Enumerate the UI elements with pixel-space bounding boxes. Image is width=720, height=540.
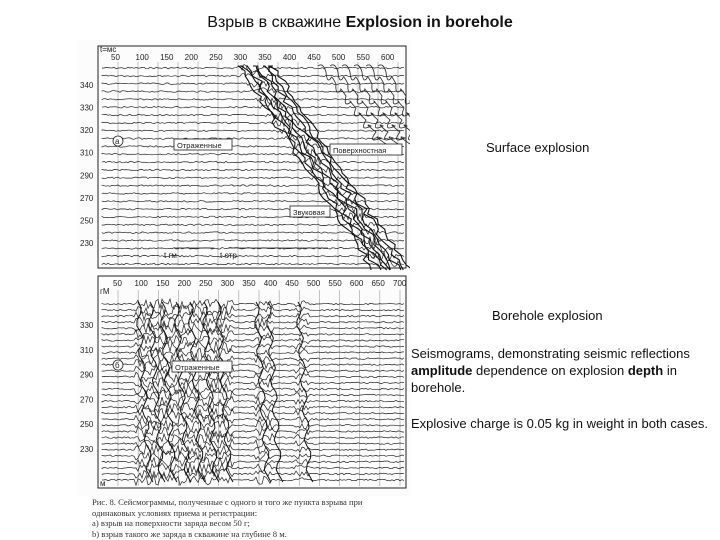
description-part: in borehole. [411, 363, 677, 395]
surface-time-tick: 350 [258, 53, 272, 62]
charge-note: Explosive charge is 0.05 kg in weight in both cases. [411, 416, 709, 431]
seismogram-figure [78, 40, 410, 496]
surface-depth-tick: 230 [80, 239, 94, 248]
title-english: Explosion in borehole [345, 14, 513, 31]
borehole-reflected-label: Отраженные [175, 363, 220, 372]
borehole-time-tick: 300 [220, 279, 235, 288]
marker-b-label: б [115, 361, 120, 370]
surface-time-tick: 550 [356, 53, 370, 62]
borehole-time-tick: 250 [199, 279, 213, 288]
title-russian: Взрыв в скважине [207, 14, 346, 31]
surface-depth-tick: 250 [80, 216, 94, 226]
caption-line: одинаковых условиях приема и регистрации: [92, 507, 258, 518]
surface-time-tick: 400 [282, 53, 297, 62]
sound-wave-label: Звуковая [293, 208, 325, 217]
surface-time-tick: 50 [111, 53, 120, 62]
borehole-explosion-label: Borehole explosion [492, 308, 603, 323]
surface-time-tick: 450 [307, 53, 321, 62]
borehole-time-tick: 200 [177, 279, 191, 288]
slide-title [0, 14, 720, 32]
surface-time-tick: 100 [135, 53, 149, 62]
borehole-time-tick: 500 [306, 279, 321, 288]
borehole-time-tick: 450 [285, 279, 299, 288]
surface-time-tick: 600 [381, 53, 395, 62]
borehole-time-tick: 400 [263, 279, 278, 288]
t-otr-label: t отр [220, 251, 237, 260]
surface-depth-tick: 330 [80, 103, 94, 113]
borehole-time-tick: 150 [156, 279, 170, 288]
borehole-time-tick: 350 [242, 279, 256, 288]
surface-ms-label: t=мс [100, 45, 117, 54]
surface-time-tick: 150 [160, 53, 174, 62]
surface-depth-tick: 290 [80, 171, 94, 181]
surface-time-tick: 250 [209, 53, 223, 62]
surface-time-tick: 300 [233, 53, 248, 62]
surface-depth-tick: 340 [80, 81, 94, 90]
t-gm-label: t гм [164, 251, 177, 260]
borehole-time-tick: 700 [393, 279, 407, 288]
borehole-m-label: м [100, 479, 106, 488]
borehole-time-tick: 100 [134, 279, 148, 288]
marker-a-label: а [115, 137, 120, 146]
borehole-time-tick: 50 [113, 279, 122, 288]
borehole-depth-tick: 250 [80, 420, 94, 430]
caption-line: Рис. 8. Сейсмограммы, полученные с одного и того же пункта взрыва при [92, 497, 363, 507]
surface-time-tick: 200 [184, 53, 198, 62]
borehole-depth-tick: 230 [80, 445, 94, 454]
borehole-time-tick: 650 [371, 279, 385, 288]
surface-wave-label: Поверхностная [333, 146, 387, 155]
t-30-label: t 30 [366, 251, 380, 260]
caption-line: а) взрыв на поверхности заряда весом 50 г; [92, 518, 250, 528]
borehole-depth-tick: 270 [80, 395, 94, 405]
description-part: Seismograms, demonstrating seismic reflections [411, 346, 690, 361]
description-part: dependence on explosion [472, 363, 628, 378]
description-bold-amplitude: amplitude [411, 363, 473, 378]
figure-caption [92, 497, 392, 539]
description-text [411, 345, 711, 396]
borehole-time-tick: 600 [349, 279, 364, 288]
borehole-time-tick: 550 [328, 279, 342, 288]
surface-time-tick: 500 [331, 53, 346, 62]
surface-depth-tick: 320 [80, 126, 94, 136]
surface-depth-tick: 270 [80, 193, 94, 203]
borehole-depth-tick: 290 [80, 370, 94, 380]
surface-explosion-label: Surface explosion [486, 140, 590, 155]
borehole-gm-label: гМ [100, 287, 110, 296]
surface-reflected-label: Отраженные [177, 141, 222, 150]
caption-line: b) взрыв такого же заряда в скважине на глубине 8 м. [92, 528, 287, 539]
description-bold-depth: depth [627, 363, 664, 378]
borehole-depth-tick: 330 [80, 321, 94, 330]
borehole-depth-tick: 310 [80, 345, 94, 355]
surface-depth-tick: 310 [80, 148, 94, 158]
